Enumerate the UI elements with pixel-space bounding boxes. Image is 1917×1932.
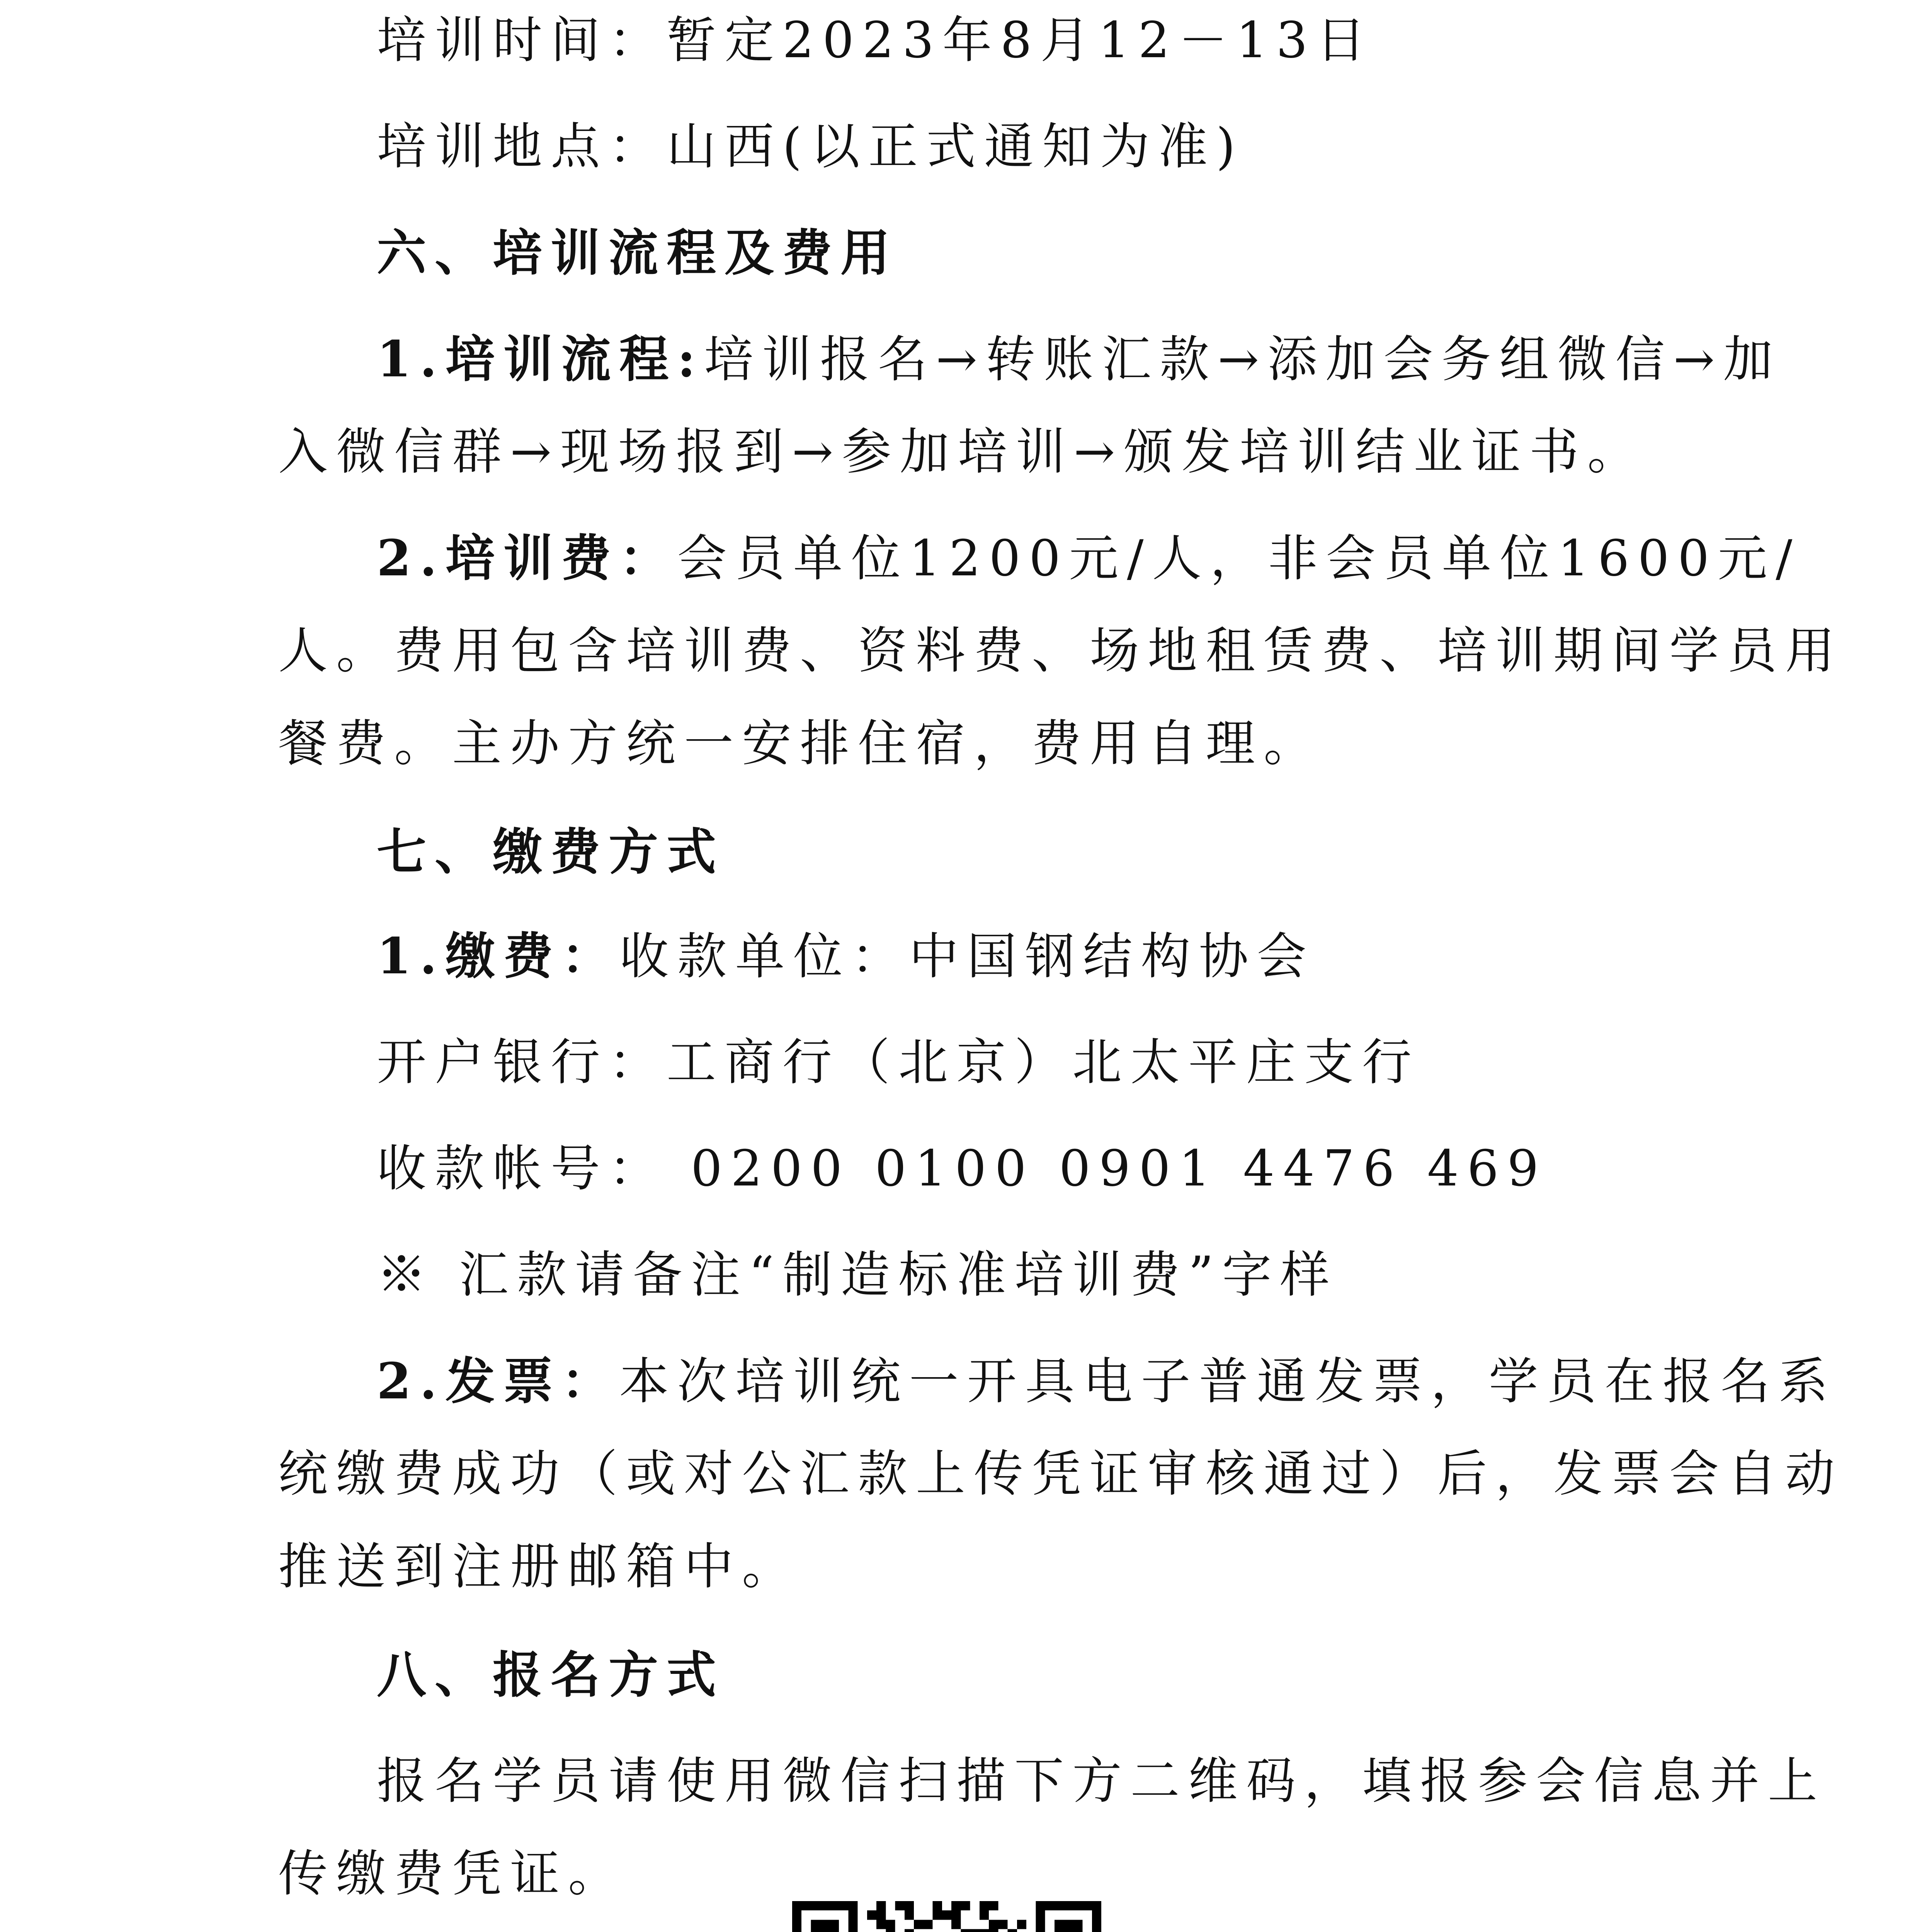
invoice-paragraph-line-2: 统缴费成功（或对公汇款上传凭证审核通过）后，发票会自动 — [278, 1445, 1844, 1503]
flow-lead: 1.培训流程: — [377, 330, 704, 388]
signup-paragraph-line-2: 传缴费凭证。 — [278, 1845, 626, 1903]
flow-text-1: 培训报名→转账汇款→添加会务组微信→加 — [704, 331, 1781, 388]
qr-module — [951, 1910, 961, 1920]
qr-module — [951, 1920, 961, 1929]
signup-paragraph-line-1: 报名学员请使用微信扫描下方二维码，填报参会信息并上 — [377, 1752, 1826, 1810]
invoice-paragraph-line-3: 推送到注册邮箱中。 — [278, 1538, 800, 1595]
qr-module — [876, 1920, 886, 1929]
invoice-paragraph-line-1 — [377, 1352, 1837, 1411]
invoice-text-1: 本次培训统一开具电子普通发票，学员在报名系 — [619, 1353, 1837, 1410]
qr-module — [933, 1901, 942, 1910]
fee-paragraph-line-2: 人。费用包含培训费、资料费、场地租赁费、培训期间学员用 — [278, 622, 1844, 680]
qr-module — [914, 1920, 923, 1929]
fee-paragraph-line-3: 餐费。主办方统一安排住宿，费用自理。 — [278, 715, 1322, 772]
qr-module — [905, 1910, 914, 1920]
bank-line: 开户银行：工商行（北京）北太平庄支行 — [377, 1034, 1420, 1091]
payment-line — [377, 927, 1737, 986]
qr-module — [989, 1901, 998, 1910]
qr-module — [886, 1920, 895, 1929]
payment-text: 收款单位：中国钢结构协会 — [619, 928, 1315, 985]
qr-module — [1008, 1929, 1017, 1932]
fee-lead: 2.培训费： — [377, 529, 677, 587]
qr-module — [989, 1929, 998, 1932]
qr-module — [923, 1920, 932, 1929]
qr-module — [951, 1901, 961, 1910]
qr-module — [998, 1920, 1007, 1929]
training-time-line: 培训时间：暂定2023年8月12－13日 — [377, 12, 1374, 69]
qr-module — [905, 1901, 914, 1910]
qr-module — [867, 1910, 876, 1920]
account-line: 收款帐号： 0200 0100 0901 4476 469 — [377, 1140, 1547, 1197]
qr-module — [876, 1901, 886, 1910]
qr-module — [1017, 1920, 1026, 1929]
qr-module — [895, 1901, 905, 1910]
qr-module — [980, 1901, 989, 1910]
qr-module — [961, 1929, 970, 1932]
fee-text-1: 会员单位1200元/人，非会员单位1600元/ — [677, 530, 1801, 587]
qr-module — [876, 1910, 886, 1920]
qr-module — [961, 1901, 970, 1910]
section-6-heading: 六、培训流程及费用 — [377, 224, 899, 282]
qr-module — [942, 1910, 951, 1920]
qr-module — [980, 1910, 989, 1920]
qr-module — [989, 1920, 998, 1929]
qr-module — [970, 1929, 980, 1932]
training-place-line: 培训地点：山西(以正式通知为准) — [377, 118, 1244, 175]
invoice-lead: 2.发票： — [377, 1352, 619, 1410]
registration-qr-code[interactable] — [792, 1901, 1101, 1932]
payment-lead: 1.缴费： — [377, 927, 619, 985]
qr-module — [886, 1929, 895, 1932]
section-8-heading: 八、报名方式 — [377, 1646, 725, 1704]
remit-note-line: ※ 汇款请备注“制造标准培训费”字样 — [377, 1246, 1338, 1304]
qr-module — [905, 1929, 914, 1932]
fee-paragraph-line-1 — [377, 529, 1801, 588]
section-7-heading: 七、缴费方式 — [377, 823, 725, 881]
qr-module — [980, 1929, 989, 1932]
flow-paragraph-line-2: 入微信群→现场报到→参加培训→颁发培训结业证书。 — [278, 423, 1645, 481]
flow-paragraph-line-1 — [377, 330, 1781, 389]
qr-module — [933, 1910, 942, 1920]
